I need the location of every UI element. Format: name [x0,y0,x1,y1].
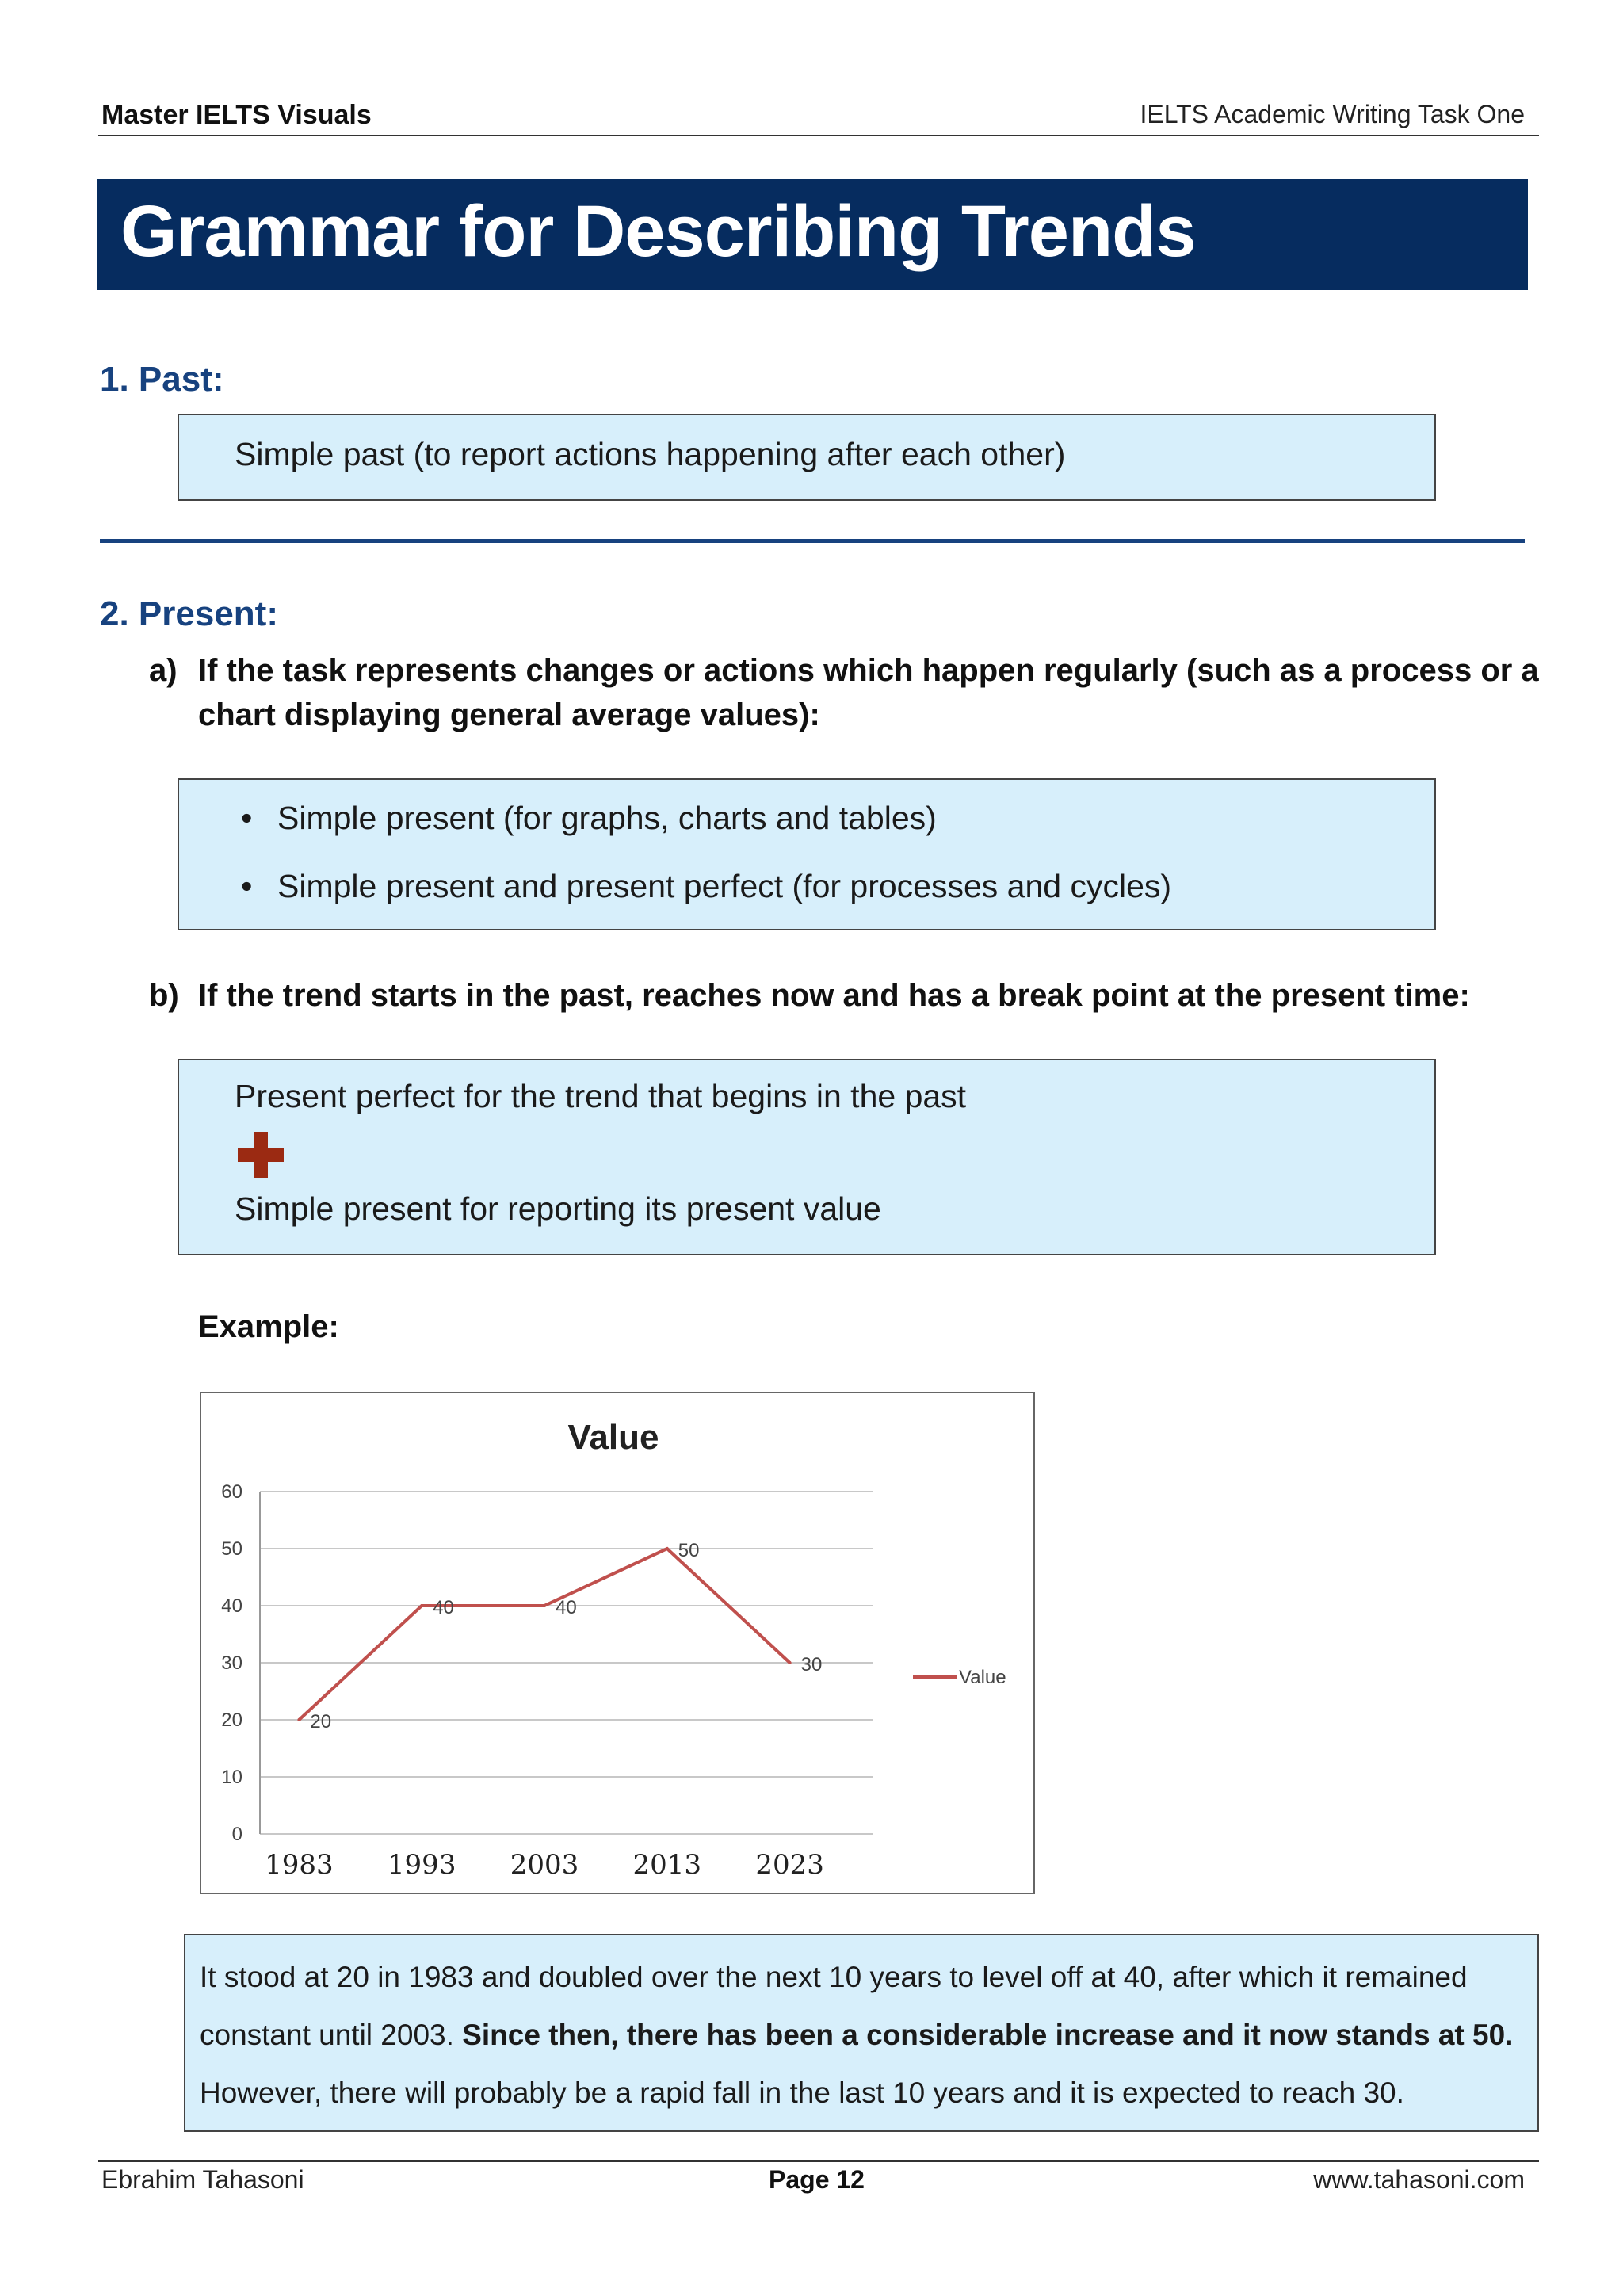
series-line-value [299,1549,789,1720]
x-tick-label: 2003 [510,1849,579,1881]
y-tick-label: 50 [221,1538,242,1560]
example-paragraph-box [184,1934,1539,2132]
question-a-text: If the task represents changes or actions which happen regularly (such as a process or a chart displaying general average values): [198,653,1539,732]
header-left-title: Master IELTS Visuals [101,100,372,130]
plus-icon [238,1132,284,1178]
x-tick-label: 1983 [265,1849,334,1881]
data-label: 20 [310,1711,332,1733]
title-banner [97,179,1528,290]
paragraph-part-1: It stood at 20 in 1983 and doubled over the next 10 years to level off at 40, after which it remained constant until 2003. [200,1961,1468,2051]
present-a-box [178,778,1436,930]
past-box [178,414,1436,501]
data-label: 40 [556,1597,577,1618]
question-b-letter: b) [149,978,179,1013]
present-heading: 2. Present: [100,594,278,633]
present-question-a [149,648,1575,743]
data-point [789,1661,792,1664]
bullet-item [238,864,1171,932]
paragraph-part-2: However, there will probably be a rapid fall in the last 10 years and it is expected to reach 30. [200,2076,1404,2109]
chart-title: Value [567,1418,659,1457]
data-label: 50 [678,1540,700,1561]
example-paragraph [200,1948,1523,2122]
footer-divider [98,2160,1539,2162]
example-chart [200,1392,1035,1894]
footer-author: Ebrahim Tahasoni [101,2165,304,2194]
y-tick-label: 10 [221,1767,242,1788]
x-tick-label: 2013 [632,1849,702,1881]
legend-label: Value [959,1667,1006,1688]
y-tick-label: 40 [221,1595,242,1617]
data-point [420,1604,423,1607]
example-label: Example: [198,1309,339,1344]
section-divider [100,539,1525,543]
x-tick-label: 2023 [755,1849,824,1881]
data-label: 40 [433,1597,454,1618]
header-divider [98,135,1539,136]
past-heading: 1. Past: [100,360,224,399]
y-tick-label: 20 [221,1710,242,1731]
bullet-item [238,796,1171,864]
data-point [297,1718,300,1721]
question-a-letter: a) [149,653,178,688]
data-point [543,1604,546,1607]
present-b-box [178,1059,1436,1255]
header-right-title: IELTS Academic Writing Task One [1140,100,1525,128]
y-tick-label: 30 [221,1652,242,1674]
bullet-dot-icon: • [241,800,253,836]
x-tick-label: 1993 [387,1849,456,1881]
present-question-b [149,973,1575,1021]
bullet-text: Simple present (for graphs, charts and tables) [277,800,937,836]
bullet-text: Simple present and present perfect (for processes and cycles) [277,868,1172,904]
past-box-text: Simple past (to report actions happening after each other) [235,436,1066,472]
page-title: Grammar for Describing Trends [120,191,1196,272]
present-b-line2: Simple present for reporting its present value [235,1190,881,1227]
present-a-bullet-list [238,796,1171,932]
y-tick-label: 0 [231,1824,242,1845]
data-point [666,1547,669,1550]
line-chart-svg [201,1393,1033,1893]
data-label: 30 [800,1654,823,1675]
paragraph-bold-part: Since then, there has been a considerable increase and it now stands at 50. [462,2019,1514,2051]
question-b-text: If the trend starts in the past, reaches now and has a break point at the present time: [198,978,1470,1013]
bullet-dot-icon: • [241,868,253,904]
footer-page-number: Page 12 [769,2165,865,2194]
y-tick-label: 60 [221,1481,242,1503]
footer-website: www.tahasoni.com [1313,2165,1525,2194]
present-b-line1: Present perfect for the trend that begins in the past [235,1078,967,1114]
